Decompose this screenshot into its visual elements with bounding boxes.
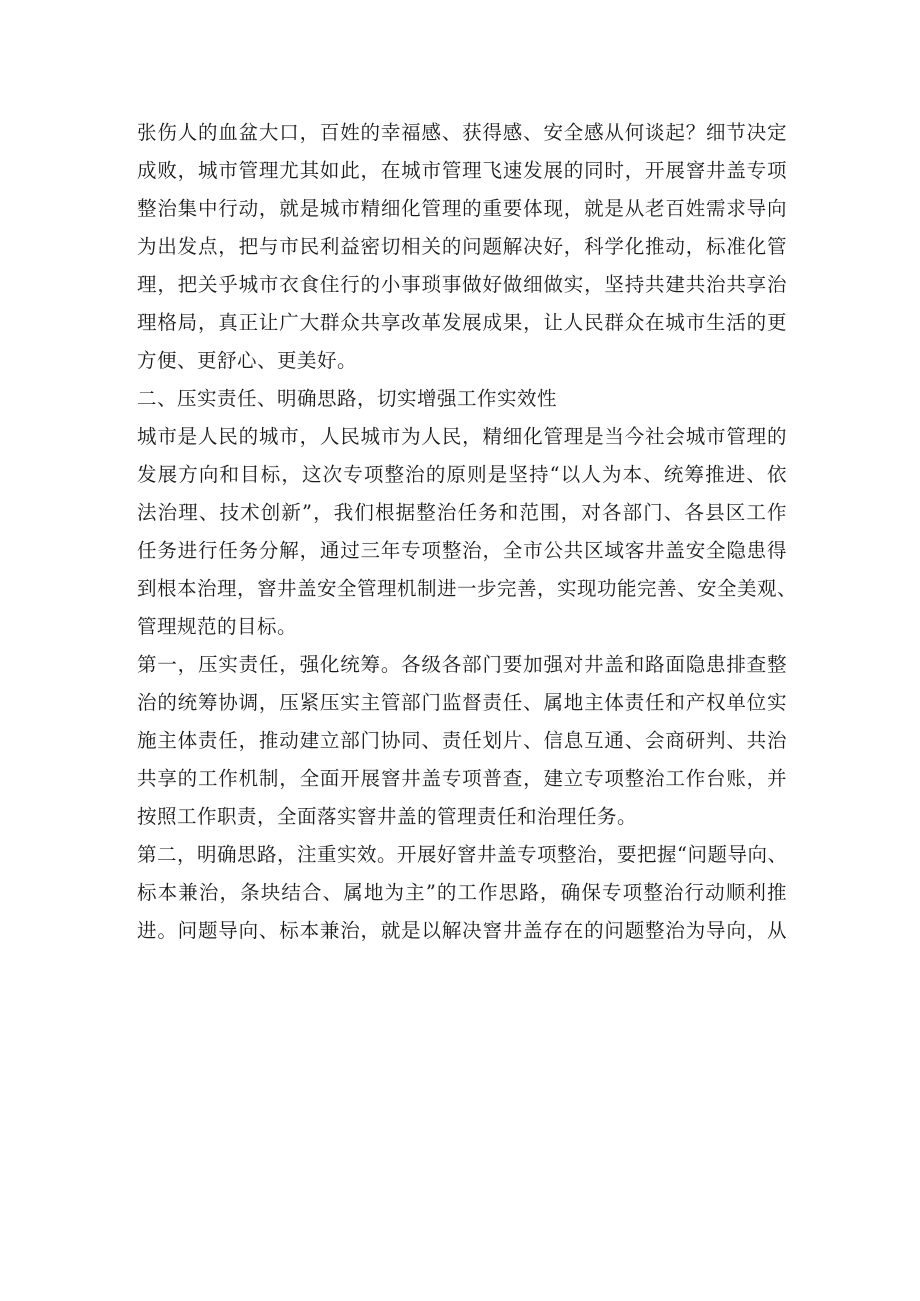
text-line: 治的统筹协调，压紧压实主管部门监督责任、属地主体责任和产权单位实 <box>137 691 787 714</box>
text-line: 施主体责任，推动建立部门协同、责任划片、信息互通、会商研判、共治 <box>137 729 787 752</box>
text-line: 法治理、技术创新”，我们根据整治任务和范围，对各部门、各县区工作 <box>137 501 787 524</box>
text-line: 标本兼治，条块结合、属地为主”的工作思路，确保专项整治行动顺利推 <box>137 881 787 904</box>
text-line: 理格局，真正让广大群众共享改革发展成果，让人民群众在城市生活的更 <box>137 311 787 334</box>
text-line: 进。问题导向、标本兼治，就是以解决窨井盖存在的问题整治为导向，从 <box>137 919 787 942</box>
text-line: 张伤人的血盆大口，百姓的幸福感、获得感、安全感从何谈起？细节决定 <box>137 121 787 144</box>
text-line: 方便、更舒心、更美好。 <box>137 349 358 372</box>
text-line: 为出发点，把与市民利益密切相关的问题解决好，科学化推动，标准化管 <box>137 235 787 258</box>
heading-line: 二、压实责任、明确思路，切实增强工作实效性 <box>137 387 558 410</box>
text-line: 第一，压实责任，强化统筹。各级各部门要加强对井盖和路面隐患排查整 <box>137 653 787 676</box>
text-line: 整治集中行动，就是城市精细化管理的重要体现，就是从老百姓需求导向 <box>137 197 787 220</box>
text-line: 第二，明确思路，注重实效。开展好窨井盖专项整治，要把握“问题导向、 <box>137 843 788 866</box>
text-line: 任务进行任务分解，通过三年专项整治，全市公共区域客井盖安全隐患得 <box>137 539 787 562</box>
text-line: 成败，城市管理尤其如此，在城市管理飞速发展的同时，开展窨井盖专项 <box>137 159 787 182</box>
paragraph-second-point <box>137 836 787 950</box>
text-line: 按照工作职责，全面落实窨井盖的管理责任和治理任务。 <box>137 805 638 828</box>
text-line: 发展方向和目标，这次专项整治的原则是坚持“以人为本、统筹推进、依 <box>137 463 787 486</box>
text-line: 城市是人民的城市，人民城市为人民，精细化管理是当今社会城市管理的 <box>137 425 787 448</box>
document-body <box>137 114 798 950</box>
text-line: 到根本治理，窨井盖安全管理机制进一步完善，实现功能完善、安全美观、 <box>137 577 798 600</box>
text-line: 共享的工作机制，全面开展窨井盖专项普查，建立专项整治工作台账，并 <box>137 767 787 790</box>
paragraph-intro <box>137 114 787 380</box>
paragraph-principles <box>137 418 798 646</box>
text-line: 管理规范的目标。 <box>137 615 298 638</box>
text-line: 理，把关乎城市衣食住行的小事琐事做好做细做实，坚持共建共治共享治 <box>137 273 787 296</box>
section-heading <box>137 380 787 418</box>
paragraph-first-point <box>137 646 787 836</box>
